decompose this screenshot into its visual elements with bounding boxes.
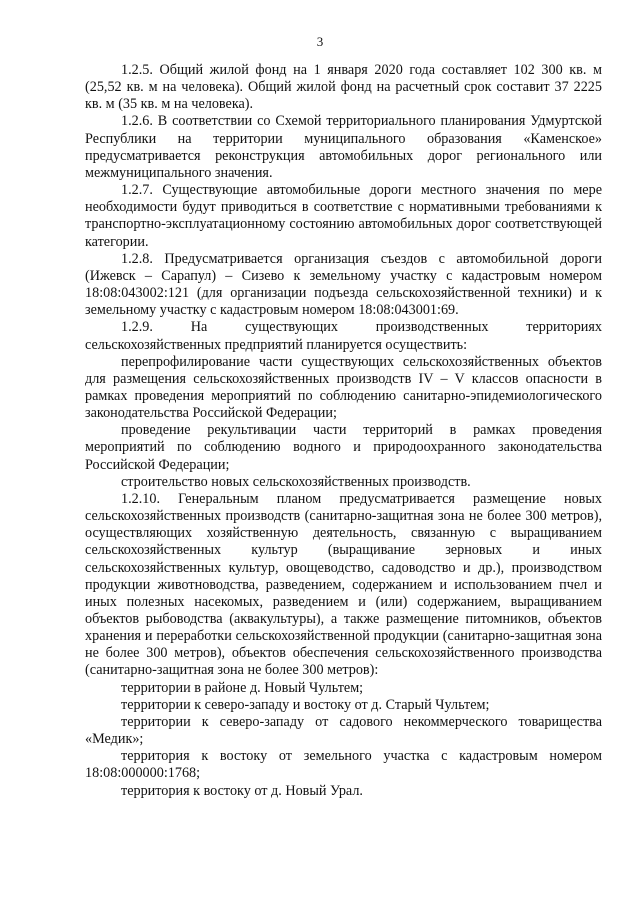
paragraph-1-2-8: 1.2.8. Предусматривается организация съездов с автомобильной дороги (Ижевск – Сарапул) – Сизево к земельному участку с кадастровым номером 18:08:043002:121 (для организации подъезда сельскохозяйственной техники) и к земельному участку с кадастровым номером 18:08:043001:69. xyxy=(85,250,602,319)
paragraph-1-2-7: 1.2.7. Существующие автомобильные дороги местного значения по мере необходимости будут приводиться в соответствие с нормативными требованиями к транспортно-эксплуатационному состоянию автомобильных дорог соответствующей категории. xyxy=(85,182,602,250)
paragraph-1-2-9: 1.2.9. На существующих производственных территориях сельскохозяйственных предприятий планируется осуществить: xyxy=(85,319,602,353)
list-item-territory: территории в районе д. Новый Чультем; xyxy=(121,679,364,696)
paragraph-1-2-6: 1.2.6. В соответствии со Схемой территориального планирования Удмуртской Республики на территории муниципального образования «Каменское» предусматривается реконструкция автомобильных дорог регионального или межмуниципального значения. xyxy=(85,113,602,181)
list-item-new-production: строительство новых сельскохозяйственных производств. xyxy=(121,473,471,490)
paragraph-1-2-5: 1.2.5. Общий жилой фонд на 1 января 2020 года составляет 102 300 кв. м (25,52 кв. м на человека). Общий жилой фонд на расчетный срок составит 37 2225 кв. м (35 кв. м на человека). xyxy=(85,62,602,113)
document-body xyxy=(85,62,602,800)
list-item-recultivation: проведение рекультивации части территорий в рамках проведения мероприятий по соблюдению водного и природоохранного законодательства Российской Федерации; xyxy=(85,422,602,473)
list-item-reprofiling: перепрофилирование части существующих сельскохозяйственных объектов для размещения сельскохозяйственных производств IV – V классов опасности в рамках проведения мероприятий по соблюдению санитарно-эпидемиологического законодательства Российской Федерации; xyxy=(85,353,602,422)
list-item-territory: территория к востоку от земельного участка с кадастровым номером 18:08:000000:1768; xyxy=(85,748,602,782)
list-item-territory: территория к востоку от д. Новый Урал. xyxy=(121,782,363,799)
paragraph-1-2-10: 1.2.10. Генеральным планом предусматривается размещение новых сельскохозяйственных производств (санитарно-защитная зона не более 300 метров), осуществляющих хозяйственную деятельность, связанную с выращиванием сельскохозяйственных культур (выращивание зерновых и иных сельскохозяйственных культур, овощеводство, садоводство и др.), производством продукции животноводства, разведением, содержанием и использованием пчел и иных полезных насекомых, разведением и (или) содержанием, выращиванием объектов рыбоводства (аквакультуры), а также размещение питомников, объектов хранения и переработки сельскохозяйственной продукции (санитарно-защитная зона не более 300 метров), объектов обеспечения сельскохозяйственного производства (санитарно-защитная зона не более 300 метров): xyxy=(85,490,602,679)
list-item-territory: территории к северо-западу и востоку от д. Старый Чультем; xyxy=(121,696,490,713)
list-item-territory: территории к северо-западу от садового некоммерческого товарищества «Медик»; xyxy=(85,713,602,748)
page-number: 3 xyxy=(316,34,324,49)
